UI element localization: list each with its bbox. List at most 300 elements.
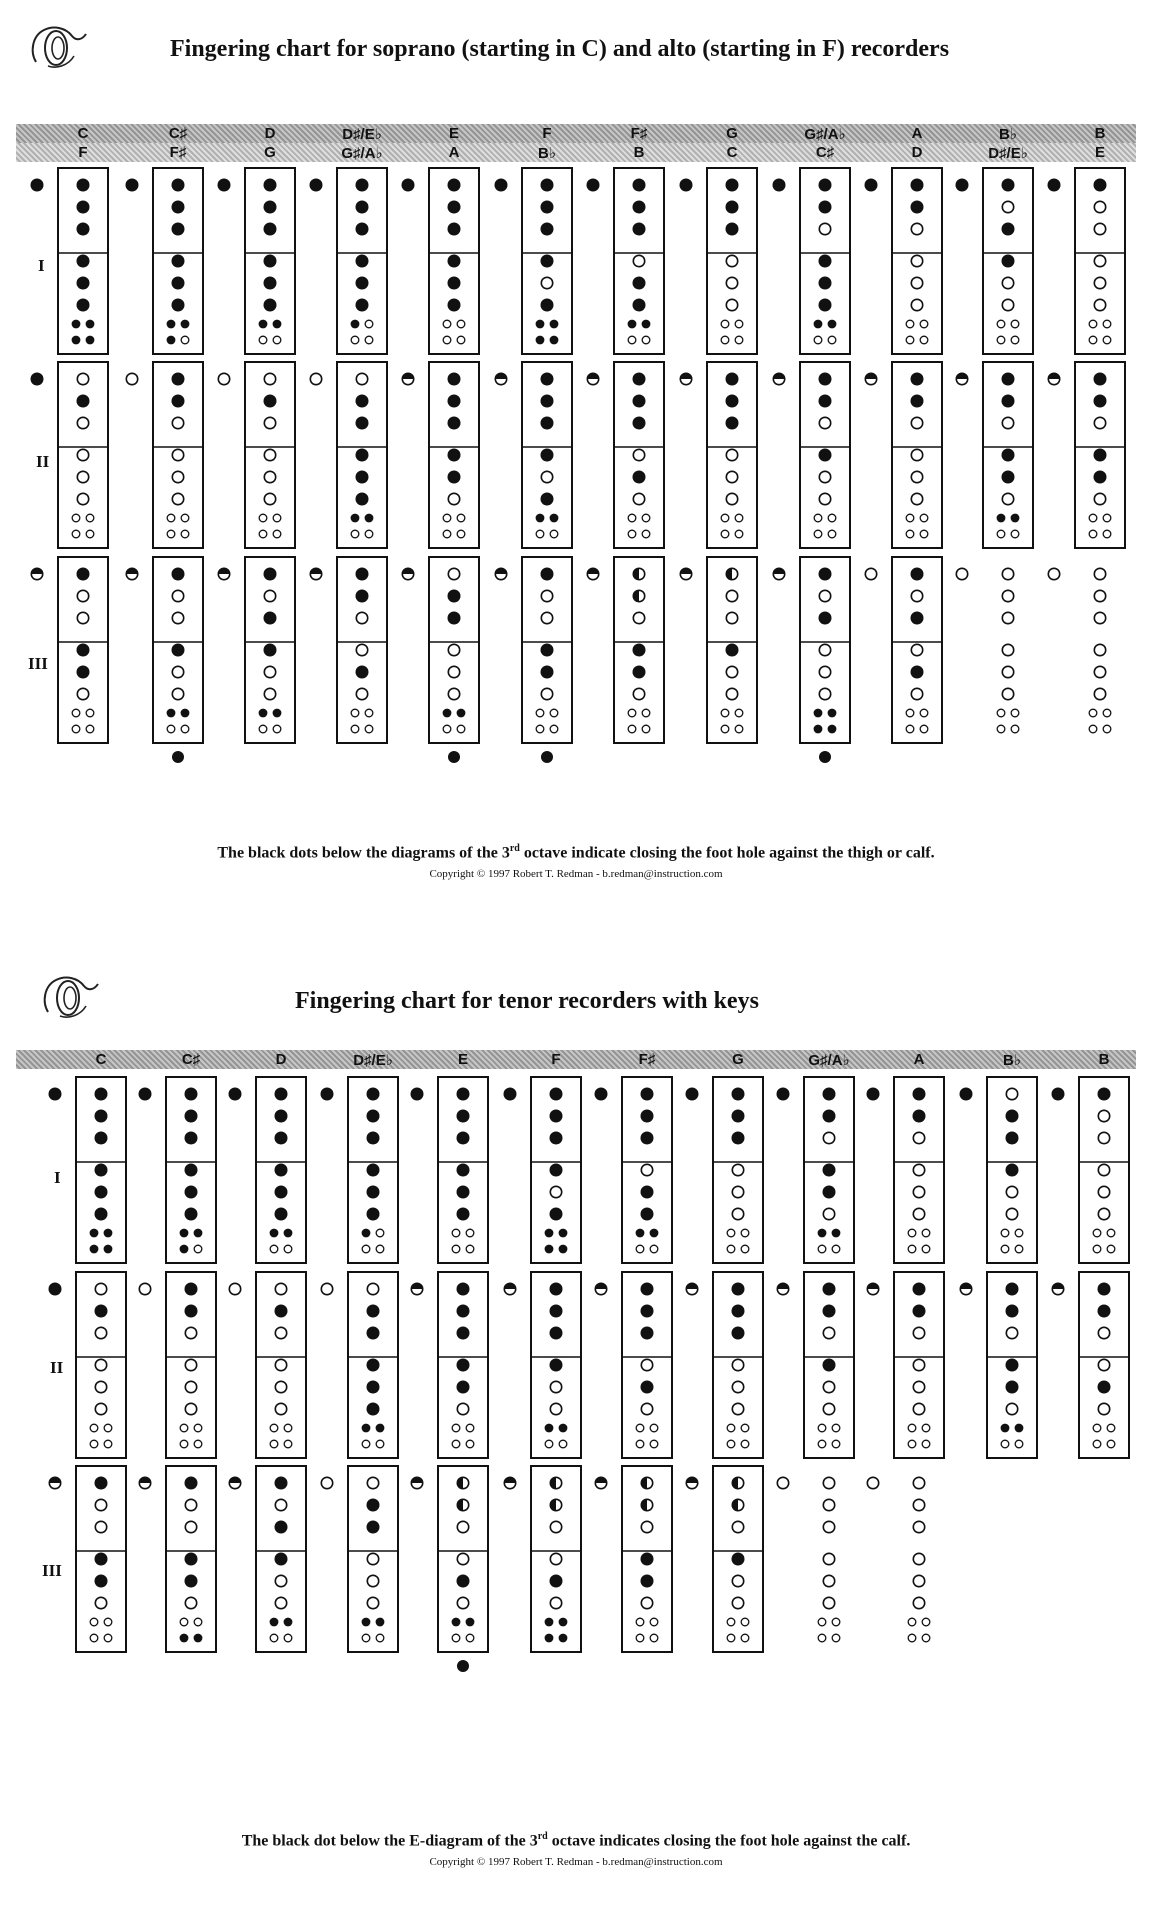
double-hole-open-icon — [72, 530, 80, 538]
double-hole-open-icon — [1011, 725, 1019, 733]
double-hole-open-icon — [180, 1440, 188, 1448]
open-hole-icon — [633, 449, 644, 460]
closed-hole-icon — [819, 179, 832, 192]
closed-hole-icon — [264, 644, 277, 657]
closed-hole-icon — [1006, 1381, 1019, 1394]
double-hole-open-icon — [828, 530, 836, 538]
closed-hole-icon — [457, 1088, 470, 1101]
closed-hole-icon — [1094, 373, 1107, 386]
open-hole-icon — [275, 1597, 286, 1608]
closed-hole-icon — [264, 395, 277, 408]
open-hole-icon — [1002, 493, 1013, 504]
closed-hole-icon — [172, 255, 185, 268]
thumb-closed-icon — [411, 1088, 424, 1101]
double-hole-open-icon — [284, 1245, 292, 1253]
alto-note-label-10: D♯/E♭ — [988, 145, 1028, 162]
double-hole-open-icon — [832, 1634, 840, 1642]
open-hole-icon — [911, 644, 922, 655]
open-hole-icon — [95, 1403, 106, 1414]
double-hole-open-icon — [443, 530, 451, 538]
closed-hole-icon — [448, 471, 461, 484]
closed-hole-icon — [819, 255, 832, 268]
double-hole-open-icon — [181, 530, 189, 538]
soprano-note-label-11: B — [1094, 125, 1106, 142]
open-hole-icon — [1094, 201, 1105, 212]
closed-hole-icon — [457, 1305, 470, 1318]
double-hole-open-icon — [1011, 530, 1019, 538]
closed-hole-icon — [633, 666, 646, 679]
closed-hole-icon — [264, 277, 277, 290]
double-hole-open-icon — [741, 1618, 749, 1626]
thumb-open-icon — [139, 1283, 150, 1294]
closed-hole-icon — [448, 277, 461, 290]
fingering-diagram-box — [438, 1272, 488, 1458]
double-hole-open-icon — [86, 530, 94, 538]
double-hole-open-icon — [273, 530, 281, 538]
double-hole-open-icon — [814, 530, 822, 538]
open-hole-icon — [367, 1553, 378, 1564]
open-hole-icon — [448, 493, 459, 504]
double-hole-open-icon — [466, 1424, 474, 1432]
fingering-diagram-box — [76, 1466, 126, 1652]
open-hole-icon — [633, 688, 644, 699]
open-hole-icon — [732, 1164, 743, 1175]
open-hole-icon — [641, 1521, 652, 1532]
double-hole-closed-icon — [194, 1634, 203, 1643]
open-hole-icon — [823, 1403, 834, 1414]
open-hole-icon — [264, 471, 275, 482]
double-hole-open-icon — [284, 1440, 292, 1448]
fingering-diagram-box — [800, 168, 850, 354]
fingering-diagram-box — [614, 557, 664, 743]
double-hole-open-icon — [1103, 514, 1111, 522]
double-hole-open-icon — [72, 514, 80, 522]
alto-note-label-4: A — [448, 144, 460, 161]
thumb-closed-icon — [595, 1088, 608, 1101]
closed-hole-icon — [185, 1132, 198, 1145]
closed-hole-icon — [77, 644, 90, 657]
double-hole-open-icon — [628, 709, 636, 717]
double-hole-open-icon — [650, 1618, 658, 1626]
open-hole-icon — [732, 1359, 743, 1370]
open-hole-icon — [819, 666, 830, 677]
closed-hole-icon — [448, 373, 461, 386]
closed-hole-icon — [185, 1283, 198, 1296]
closed-hole-icon — [541, 493, 554, 506]
open-hole-icon — [95, 1327, 106, 1338]
thumb-closed-icon — [321, 1088, 334, 1101]
closed-hole-icon — [911, 373, 924, 386]
closed-hole-icon — [95, 1164, 108, 1177]
closed-hole-icon — [275, 1305, 288, 1318]
closed-hole-icon — [367, 1403, 380, 1416]
open-hole-icon — [77, 417, 88, 428]
closed-hole-icon — [172, 644, 185, 657]
double-hole-open-icon — [72, 725, 80, 733]
closed-hole-icon — [457, 1132, 470, 1145]
double-hole-open-icon — [72, 709, 80, 717]
double-hole-closed-icon — [642, 320, 651, 329]
open-hole-icon — [550, 1521, 561, 1532]
tenor-note-label-2: D — [275, 1051, 287, 1068]
closed-hole-icon — [185, 1088, 198, 1101]
thumb-closed-icon — [777, 1088, 790, 1101]
fingering-diagram-box — [153, 168, 203, 354]
double-hole-open-icon — [1107, 1229, 1115, 1237]
thumb-open-icon — [310, 373, 321, 384]
fingering-diagram-box — [522, 362, 572, 548]
closed-hole-icon — [819, 373, 832, 386]
foot-hole-closed-icon — [448, 751, 460, 763]
fingering-diagram-box — [892, 168, 942, 354]
open-hole-icon — [913, 1477, 924, 1488]
thumb-closed-icon — [126, 179, 139, 192]
double-hole-open-icon — [1093, 1440, 1101, 1448]
fingering-diagram-box — [713, 1077, 763, 1263]
fingering-diagram-box — [76, 1077, 126, 1263]
double-hole-open-icon — [545, 1440, 553, 1448]
thumb-open-icon — [218, 373, 229, 384]
fingering-diagram-box — [522, 168, 572, 354]
double-hole-open-icon — [741, 1424, 749, 1432]
double-hole-open-icon — [735, 530, 743, 538]
soprano-note-label-5: F — [542, 125, 552, 142]
thumb-open-icon — [1048, 568, 1059, 579]
open-hole-icon — [541, 590, 552, 601]
fingering-diagram-box — [256, 1466, 306, 1652]
open-hole-icon — [185, 1403, 196, 1414]
closed-hole-icon — [633, 417, 646, 430]
closed-hole-icon — [732, 1088, 745, 1101]
open-hole-icon — [1002, 590, 1013, 601]
open-hole-icon — [77, 471, 88, 482]
thumb-half-fill — [126, 568, 137, 574]
open-hole-icon — [1094, 568, 1105, 579]
thumb-half-fill — [680, 568, 691, 574]
soprano-note-label-10: B♭ — [999, 126, 1017, 143]
closed-hole-icon — [457, 1327, 470, 1340]
open-hole-icon — [1094, 493, 1105, 504]
double-hole-open-icon — [920, 709, 928, 717]
double-hole-open-icon — [922, 1424, 930, 1432]
double-hole-open-icon — [1001, 1440, 1009, 1448]
closed-hole-icon — [726, 417, 739, 430]
fingering-diagram-box — [153, 362, 203, 548]
open-hole-icon — [1006, 1186, 1017, 1197]
half-hole-icon — [726, 568, 737, 579]
closed-hole-icon — [550, 1359, 563, 1372]
closed-hole-icon — [77, 255, 90, 268]
double-hole-open-icon — [259, 725, 267, 733]
thumb-half-fill — [310, 568, 321, 574]
closed-hole-icon — [264, 179, 277, 192]
fingering-diagram-box — [337, 557, 387, 743]
double-hole-open-icon — [181, 336, 189, 344]
closed-hole-icon — [185, 1575, 198, 1588]
double-hole-open-icon — [832, 1440, 840, 1448]
double-hole-open-icon — [906, 514, 914, 522]
double-hole-open-icon — [721, 530, 729, 538]
open-hole-icon — [356, 644, 367, 655]
fingering-diagram-box — [348, 1466, 398, 1652]
closed-hole-icon — [1002, 223, 1015, 236]
closed-hole-icon — [911, 395, 924, 408]
closed-hole-icon — [367, 1164, 380, 1177]
closed-hole-icon — [641, 1305, 654, 1318]
double-hole-open-icon — [559, 1440, 567, 1448]
closed-hole-icon — [185, 1110, 198, 1123]
thumb-half-icon — [686, 1477, 697, 1488]
chart2-octave-label-3: III — [42, 1561, 62, 1580]
half-hole-fill — [641, 1477, 647, 1488]
double-hole-closed-icon — [180, 1634, 189, 1643]
fingering-diagram-box — [892, 557, 942, 743]
open-hole-icon — [823, 1477, 834, 1488]
chart1-footnote: The black dots below the diagrams of the 3rd octave indicate closing the foot hole against the thigh or calf. — [217, 843, 935, 862]
closed-hole-icon — [172, 277, 185, 290]
thumb-closed-icon — [31, 373, 44, 386]
closed-hole-icon — [264, 568, 277, 581]
thumb-half-icon — [31, 568, 42, 579]
closed-hole-icon — [819, 201, 832, 214]
double-hole-open-icon — [906, 709, 914, 717]
closed-hole-icon — [911, 179, 924, 192]
thumb-half-icon — [504, 1283, 515, 1294]
double-hole-open-icon — [636, 1424, 644, 1432]
open-hole-icon — [819, 223, 830, 234]
thumb-open-icon — [865, 568, 876, 579]
open-hole-icon — [726, 471, 737, 482]
thumb-half-icon — [956, 373, 967, 384]
double-hole-open-icon — [628, 725, 636, 733]
double-hole-closed-icon — [362, 1618, 371, 1627]
closed-hole-icon — [913, 1088, 926, 1101]
thumb-half-icon — [49, 1477, 60, 1488]
alto-note-label-11: E — [1094, 144, 1106, 161]
closed-hole-icon — [367, 1381, 380, 1394]
closed-hole-icon — [172, 223, 185, 236]
tenor-note-label-10: B♭ — [1003, 1052, 1021, 1069]
closed-hole-icon — [1094, 179, 1107, 192]
double-hole-closed-icon — [90, 1245, 99, 1254]
half-hole-fill — [732, 1477, 738, 1488]
double-hole-closed-icon — [104, 1245, 113, 1254]
closed-hole-icon — [448, 590, 461, 603]
double-hole-open-icon — [86, 725, 94, 733]
double-hole-closed-icon — [457, 709, 466, 718]
closed-hole-icon — [550, 1575, 563, 1588]
closed-hole-icon — [95, 1132, 108, 1145]
open-hole-icon — [77, 688, 88, 699]
thumb-open-icon — [867, 1477, 878, 1488]
closed-hole-icon — [172, 568, 185, 581]
double-hole-closed-icon — [351, 514, 360, 523]
thumb-half-fill — [495, 568, 506, 574]
thumb-half-fill — [595, 1283, 606, 1289]
double-hole-open-icon — [727, 1440, 735, 1448]
thumb-open-icon — [777, 1477, 788, 1488]
fingering-diagram-box — [622, 1272, 672, 1458]
fingering-diagram-box — [707, 168, 757, 354]
open-hole-icon — [356, 688, 367, 699]
double-hole-closed-icon — [259, 709, 268, 718]
thumb-half-icon — [495, 373, 506, 384]
open-hole-icon — [1006, 1208, 1017, 1219]
open-hole-icon — [726, 277, 737, 288]
open-hole-icon — [1002, 568, 1013, 579]
open-hole-icon — [726, 449, 737, 460]
thumb-half-fill — [411, 1477, 422, 1483]
closed-hole-icon — [1006, 1164, 1019, 1177]
thumb-closed-icon — [495, 179, 508, 192]
thumb-half-icon — [680, 373, 691, 384]
closed-hole-icon — [275, 1553, 288, 1566]
closed-hole-icon — [1002, 449, 1015, 462]
double-hole-closed-icon — [167, 320, 176, 329]
double-hole-open-icon — [365, 725, 373, 733]
chart1-octave-label-2: II — [36, 452, 50, 471]
double-hole-closed-icon — [181, 709, 190, 718]
double-hole-open-icon — [365, 336, 373, 344]
thumb-half-fill — [218, 568, 229, 574]
closed-hole-icon — [913, 1110, 926, 1123]
double-hole-open-icon — [86, 514, 94, 522]
closed-hole-icon — [633, 299, 646, 312]
closed-hole-icon — [550, 1283, 563, 1296]
open-hole-icon — [457, 1553, 468, 1564]
double-hole-open-icon — [906, 725, 914, 733]
open-hole-icon — [823, 1208, 834, 1219]
open-hole-icon — [1002, 299, 1013, 310]
double-hole-open-icon — [362, 1634, 370, 1642]
alto-note-label-8: C♯ — [815, 144, 835, 161]
open-hole-icon — [356, 612, 367, 623]
thumb-half-icon — [411, 1283, 422, 1294]
double-hole-closed-icon — [828, 320, 837, 329]
closed-hole-icon — [541, 223, 554, 236]
closed-hole-icon — [457, 1186, 470, 1199]
double-hole-open-icon — [650, 1245, 658, 1253]
double-hole-open-icon — [642, 725, 650, 733]
closed-hole-icon — [819, 299, 832, 312]
closed-hole-icon — [541, 644, 554, 657]
double-hole-closed-icon — [273, 320, 282, 329]
closed-hole-icon — [541, 179, 554, 192]
closed-hole-icon — [726, 201, 739, 214]
thumb-half-icon — [495, 568, 506, 579]
double-hole-open-icon — [1089, 336, 1097, 344]
closed-hole-icon — [641, 1110, 654, 1123]
closed-hole-icon — [367, 1327, 380, 1340]
double-hole-open-icon — [362, 1245, 370, 1253]
double-hole-open-icon — [642, 514, 650, 522]
closed-hole-icon — [356, 471, 369, 484]
closed-hole-icon — [726, 179, 739, 192]
open-hole-icon — [1094, 223, 1105, 234]
closed-hole-icon — [77, 666, 90, 679]
thumb-half-fill — [402, 373, 413, 379]
thumb-open-icon — [321, 1283, 332, 1294]
open-hole-icon — [1006, 1403, 1017, 1414]
double-hole-closed-icon — [997, 514, 1006, 523]
open-hole-icon — [77, 612, 88, 623]
thumb-half-icon — [865, 373, 876, 384]
double-hole-open-icon — [457, 530, 465, 538]
double-hole-open-icon — [1001, 1245, 1009, 1253]
closed-hole-icon — [356, 299, 369, 312]
closed-hole-icon — [275, 1110, 288, 1123]
half-hole-icon — [457, 1499, 468, 1510]
double-hole-open-icon — [814, 336, 822, 344]
thumb-half-icon — [402, 568, 413, 579]
tenor-note-label-8: G♯/A♭ — [808, 1052, 850, 1069]
double-hole-open-icon — [104, 1634, 112, 1642]
closed-hole-icon — [448, 395, 461, 408]
thumb-half-icon — [126, 568, 137, 579]
half-hole-icon — [550, 1477, 561, 1488]
open-hole-icon — [77, 373, 88, 384]
double-hole-open-icon — [365, 320, 373, 328]
closed-hole-icon — [1006, 1283, 1019, 1296]
double-hole-open-icon — [818, 1618, 826, 1626]
open-hole-icon — [911, 688, 922, 699]
chart1-title: Fingering chart for soprano (starting in C) and alto (starting in F) recorders — [170, 36, 950, 62]
double-hole-closed-icon — [636, 1229, 645, 1238]
thumb-half-icon — [595, 1477, 606, 1488]
open-hole-icon — [275, 1327, 286, 1338]
open-hole-icon — [819, 644, 830, 655]
closed-hole-icon — [367, 1305, 380, 1318]
closed-hole-icon — [641, 1327, 654, 1340]
double-hole-open-icon — [735, 320, 743, 328]
double-hole-closed-icon — [814, 320, 823, 329]
open-hole-icon — [1094, 666, 1105, 677]
fingering-diagram-box — [614, 362, 664, 548]
open-hole-icon — [448, 568, 459, 579]
double-hole-open-icon — [273, 336, 281, 344]
double-hole-closed-icon — [545, 1424, 554, 1433]
open-hole-icon — [823, 1553, 834, 1564]
double-hole-closed-icon — [650, 1229, 659, 1238]
soprano-note-label-1: C♯ — [168, 125, 188, 142]
closed-hole-icon — [1094, 449, 1107, 462]
thumb-half-fill — [49, 1477, 60, 1483]
closed-hole-icon — [95, 1208, 108, 1221]
double-hole-open-icon — [735, 514, 743, 522]
soprano-note-label-2: D — [264, 125, 276, 142]
half-hole-icon — [633, 590, 644, 601]
double-hole-open-icon — [181, 514, 189, 522]
closed-hole-icon — [550, 1110, 563, 1123]
fingering-diagram-box — [348, 1077, 398, 1263]
open-hole-icon — [913, 1597, 924, 1608]
double-hole-closed-icon — [559, 1634, 568, 1643]
open-hole-icon — [732, 1381, 743, 1392]
closed-hole-icon — [732, 1553, 745, 1566]
closed-hole-icon — [819, 395, 832, 408]
closed-hole-icon — [633, 395, 646, 408]
fingering-diagram-box — [983, 168, 1033, 354]
closed-hole-icon — [550, 1164, 563, 1177]
tenor-note-label-3: D♯/E♭ — [353, 1052, 393, 1069]
closed-hole-icon — [541, 255, 554, 268]
thumb-open-icon — [126, 373, 137, 384]
double-hole-open-icon — [727, 1424, 735, 1432]
open-hole-icon — [172, 688, 183, 699]
closed-hole-icon — [819, 449, 832, 462]
open-hole-icon — [732, 1521, 743, 1532]
double-hole-open-icon — [273, 725, 281, 733]
